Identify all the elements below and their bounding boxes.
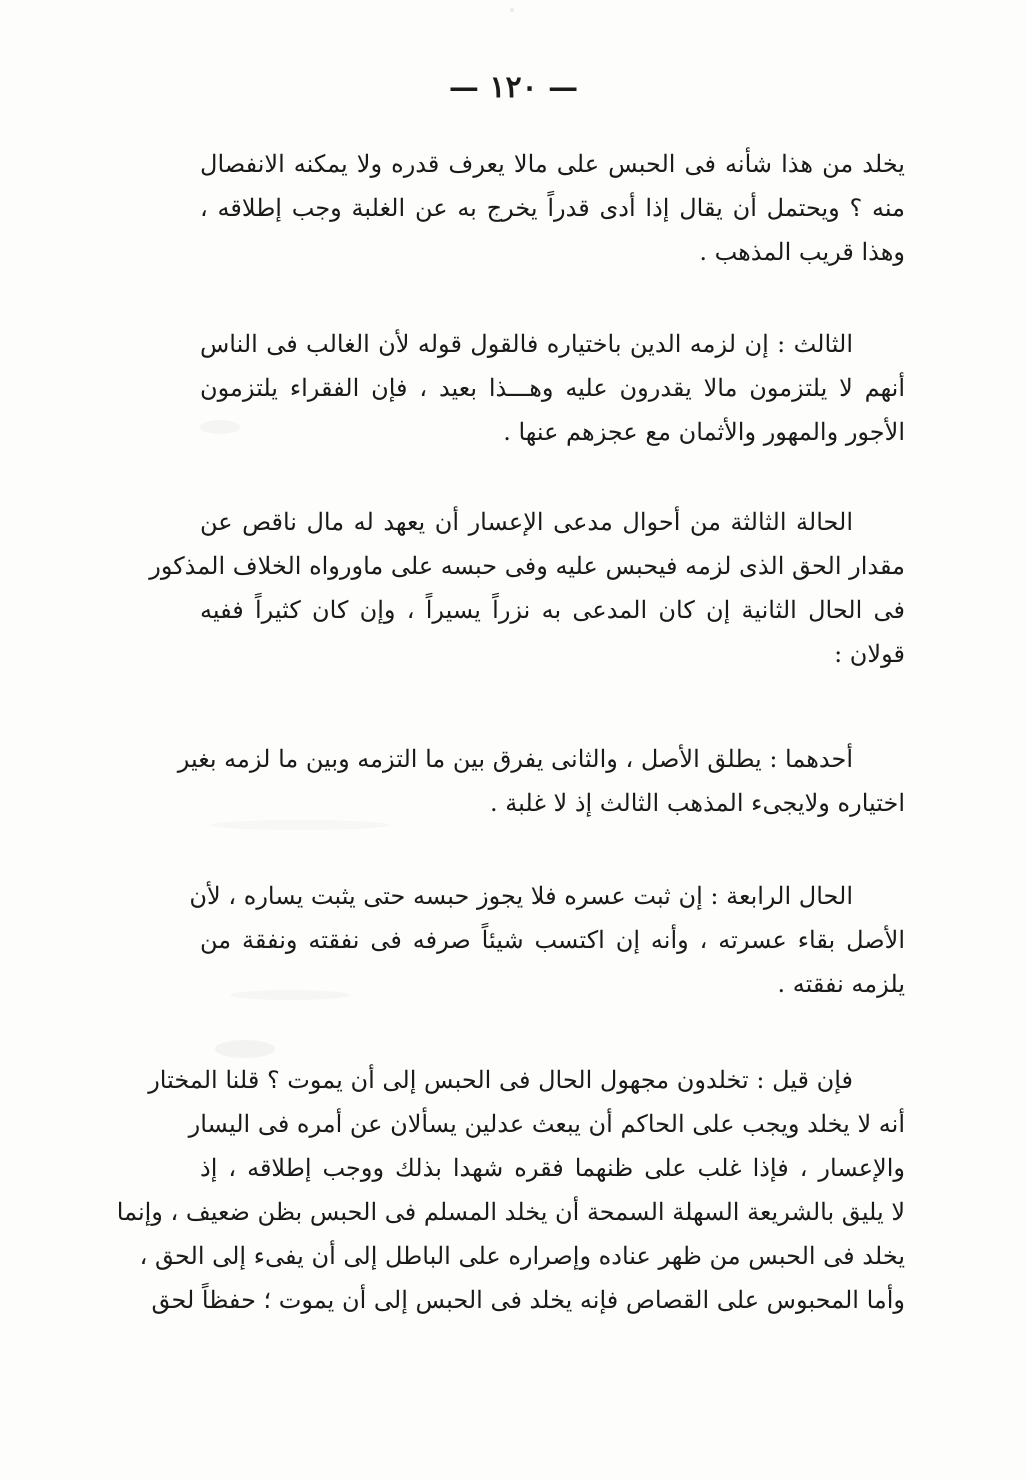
paragraph-2 <box>200 322 905 454</box>
paragraph-5 <box>189 874 905 1006</box>
page-number: — ١٢٠ — <box>448 70 579 105</box>
text-line: أنه لا يخلد ويجب على الحاكم أن يبعث عدلين يسألان عن أمره فى اليسار <box>188 1110 905 1138</box>
text-line: يخلد فى الحبس من ظهر عناده وإصراره على الباطل إلى أن يفىء إلى الحق ، <box>139 1242 905 1270</box>
text-line: قولان : <box>834 640 905 668</box>
text-line: منه ؟ ويحتمل أن يقال إذا أدى قدراً يخرج به عن الغلبة وجب إطلاقه ، <box>200 194 905 222</box>
text-line: الأجور والمهور والأثمان مع عجزهم عنها . <box>503 418 905 446</box>
text-line: يلزمه نفقته . <box>777 970 905 998</box>
text-line: فى الحال الثانية إن كان المدعى به نزراً يسيراً ، وإن كان كثيراً ففيه <box>200 596 905 624</box>
paragraph-6 <box>116 1058 905 1322</box>
paragraph-3 <box>149 500 905 676</box>
text-line: والإعسار ، فإذا غلب على ظنهما فقره شهدا بذلك ووجب إطلاقه ، إذ <box>200 1154 905 1182</box>
text-line: وأما المحبوس على القصاص فإنه يخلد فى الحبس إلى أن يموت ؛ حفظاً لحق <box>151 1286 905 1314</box>
text-line: أنهم لا يلتزمون مالا يقدرون عليه وهـــذا بعيد ، فإن الفقراء يلتزمون <box>200 374 905 402</box>
scan-speck <box>510 8 514 12</box>
text-line: الثالث : إن لزمه الدين باختياره فالقول قوله لأن الغالب فى الناس <box>200 330 853 358</box>
text-line: أحدهما : يطلق الأصل ، والثانى يفرق بين ما التزمه وبين ما لزمه بغير <box>177 745 853 773</box>
text-line: مقدار الحق الذى لزمه فيحبس عليه وفى حبسه على ماورواه الخلاف المذكور <box>149 552 905 580</box>
text-line: الحال الرابعة : إن ثبت عسره فلا يجوز حبسه حتى يثبت يساره ، لأن <box>189 882 853 910</box>
text-line: الأصل بقاء عسرته ، وأنه إن اكتسب شيئاً صرفه فى نفقته ونفقة من <box>200 926 905 954</box>
paragraph-1 <box>200 142 905 274</box>
text-line: اختياره ولايجىء المذهب الثالث إذ لا غلبة . <box>490 789 905 817</box>
text-line: يخلد من هذا شأنه فى الحبس على مالا يعرف قدره ولا يمكنه الانفصال <box>200 150 905 178</box>
text-line: الحالة الثالثة من أحوال مدعى الإعسار أن يعهد له مال ناقص عن <box>200 508 853 536</box>
paragraph-4 <box>177 737 905 825</box>
scan-speck <box>215 1040 275 1058</box>
text-line: وهذا قريب المذهب . <box>699 238 905 266</box>
text-line: لا يليق بالشريعة السهلة السمحة أن يخلد المسلم فى الحبس بظن ضعيف ، وإنما <box>116 1198 905 1226</box>
text-line: فإن قيل : تخلدون مجهول الحال فى الحبس إلى أن يموت ؟ قلنا المختار <box>148 1066 853 1094</box>
